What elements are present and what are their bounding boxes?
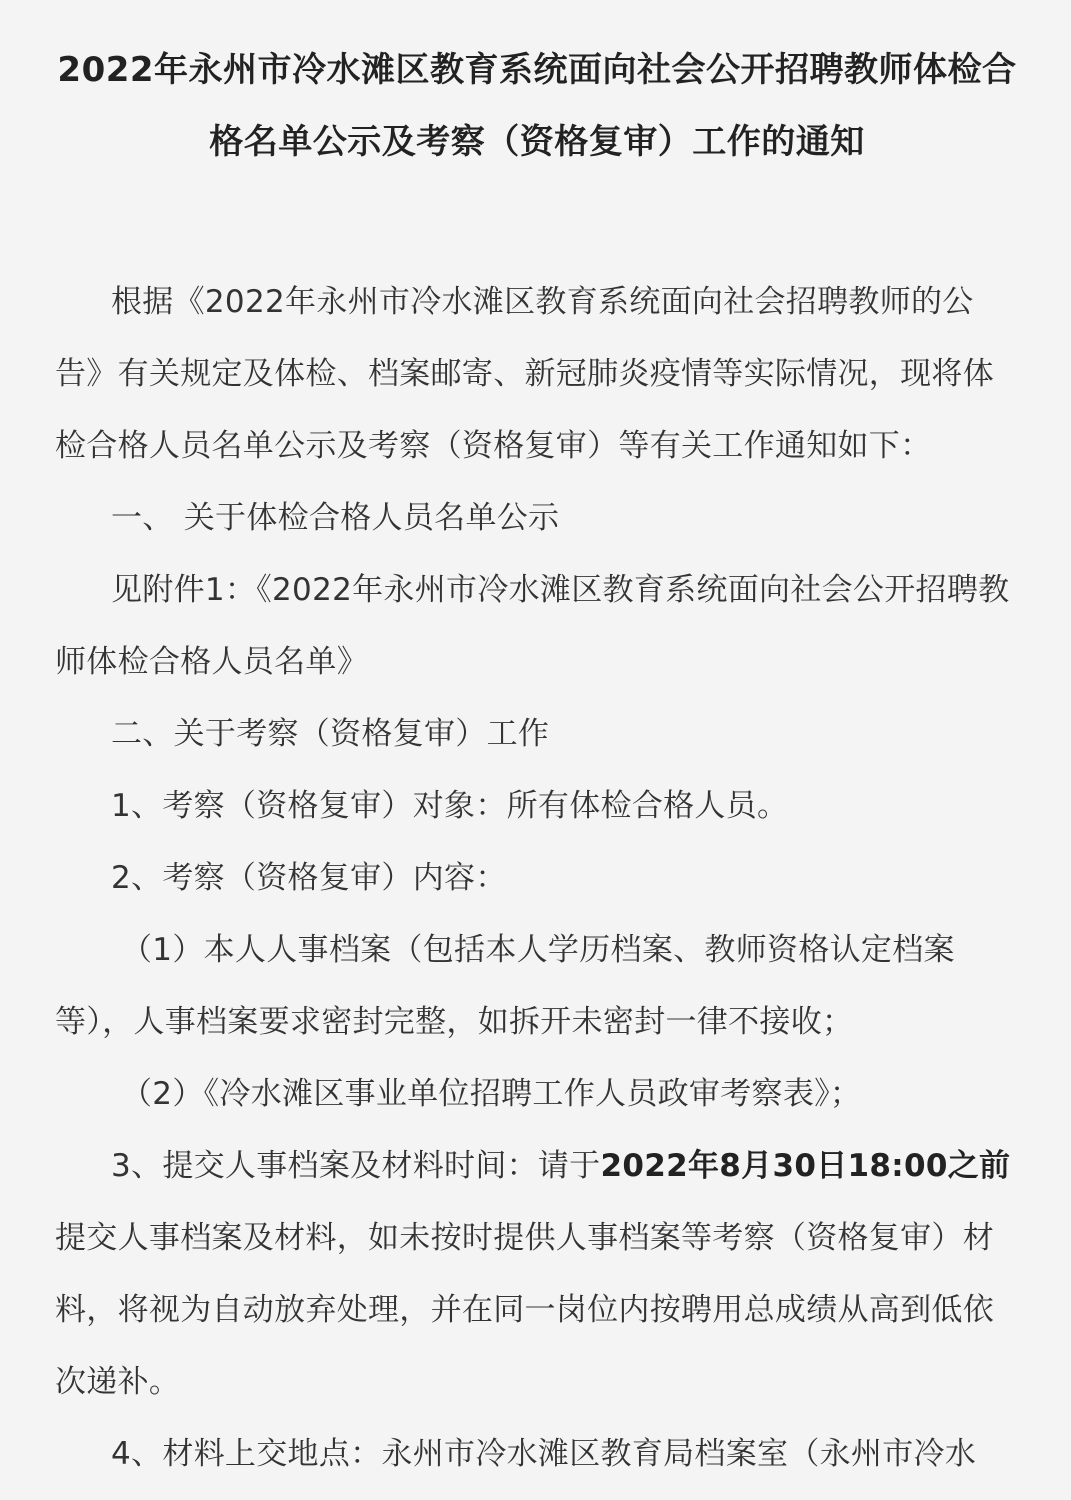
item-2: 2、考察（资格复审）内容：	[111, 860, 507, 896]
title-line-2: 格名单公示及考察（资格复审）工作的通知	[209, 122, 865, 162]
section-2-heading: 二、关于考察（资格复审）工作	[111, 716, 550, 752]
item-2-sub-2: （2）《冷水滩区事业单位招聘工作人员政审考察表》；	[121, 1076, 862, 1112]
section-1-body: 见附件1：《2022年永州市冷水滩区教育系统面向社会公开招聘教师体检合格人员名单》	[55, 572, 1010, 680]
item-1: 1、考察（资格复审）对象：所有体检合格人员。	[111, 788, 789, 824]
item-4: 4、材料上交地点：永州市冷水滩区教育局档案室（永州市冷水	[111, 1436, 977, 1472]
item-3	[55, 1130, 1019, 1418]
document-body	[55, 266, 1019, 1490]
section-1-heading: 一、 关于体检合格人员名单公示	[111, 500, 560, 536]
item-3-suffix: 提交人事档案及材料，如未按时提供人事档案等考察（资格复审）材料，将视为自动放弃处理，并在同一岗位内按聘用总成绩从高到低依次递补。	[55, 1220, 994, 1400]
document-title	[55, 0, 1019, 178]
item-2-sub-1: （1）本人人事档案（包括本人学历档案、教师资格认定档案等），人事档案要求密封完整，如拆开未密封一律不接收；	[55, 932, 955, 1040]
item-3-deadline: 2022年8月30日18:00之前	[600, 1148, 1011, 1184]
intro-paragraph: 根据《2022年永州市冷水滩区教育系统面向社会招聘教师的公告》有关规定及体检、档案邮寄、新冠肺炎疫情等实际情况，现将体检合格人员名单公示及考察（资格复审）等有关工作通知如下：	[55, 284, 994, 464]
title-line-1: 2022年永州市冷水滩区教育系统面向社会公开招聘教师体检合	[57, 50, 1017, 90]
item-3-prefix: 3、提交人事档案及材料时间：请于	[111, 1148, 601, 1184]
